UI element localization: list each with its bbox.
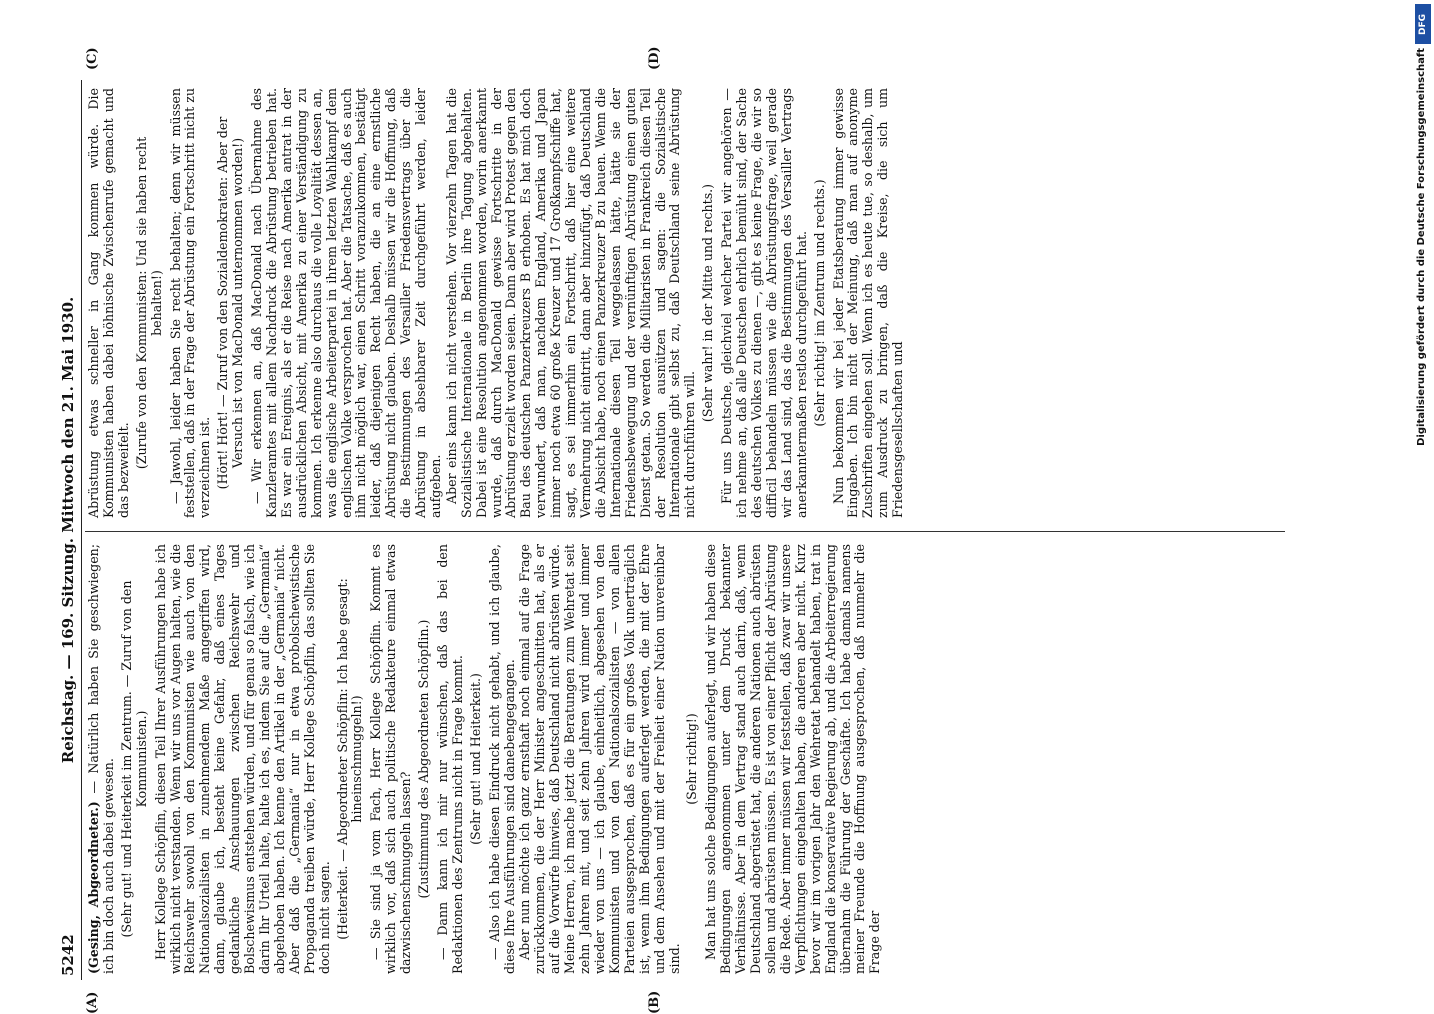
paragraph-text: — Dann kann ich mir nur wünschen, daß das bei den Redaktionen des Zentrums nicht in Frage kommt. [434, 544, 465, 974]
paragraph-text: Abrüstung etwas schneller in Gang kommen würde. Die Kommunisten haben dabei höhnische Zwischenrufe gemacht und das bezweifelt. [86, 88, 131, 518]
interjection: (Heiterkeit. — Abgeordneter Schöpflin: Ich habe gesagt: hineinschmuggeln!) [334, 578, 365, 940]
interjection: (Zurufe von den Kommunisten: Und sie haben recht behalten!) [133, 136, 164, 470]
paragraph-text: — Also ich habe diesen Eindruck nicht gehabt, und ich glaube, diese Ihre Ausführungen sind danebengegangen. [486, 544, 517, 974]
paragraph-text: Herr Kollege Schöpflin, diesen Teil Ihrer Ausführungen habe ich wirklich nicht verstanden. Wenn wir uns vor Augen halten, wie die Reichswehr sowohl von den Kommunisten wie auch von den Nationalsozialisten in zunehmendem Maße angegriffen wird, dann, glaube ich, besteht keine Gefahr, daß eines Tages gedankliche Anschauungen zwischen Reichswehr und Bolschewismus entstehen würden, und für genau so falsch, wie ich darin Ihr Urteil halte, halte ich es, indem Sie auf die „Germania“ abgehoben haben. Ich kenne den Artikel in der „Germania“ nicht. Aber daß die „Germania“ nur in etwa probolschewistische Propaganda treiben würde, Herr Kollege Schöpflin, das sollten Sie doch nicht sagen. [152, 544, 332, 974]
page-title: Reichstag. — 169. Sitzung. Mittwoch den 21. Mai 1930. [59, 296, 77, 764]
margin-mark-a: (A) [85, 991, 100, 1014]
digitization-credit: Digitalisierung gefördert durch die Deutsche Forschungsgemeinschaft [1416, 48, 1427, 446]
left-column [87, 544, 884, 974]
page-header [55, 80, 82, 980]
paragraph-text: — Wir erkennen an, daß MacDonald nach Übernahme des Kanzleramtes mit allem Nachdruck die Abrüstung betrieben hat. Es war ein Ereignis, als er die Reise nach Amerika antrat in der ausdrücklichen Absicht, mit Amerika zu einer Verständigung zu kommen. Ich erkenne also durchaus die volle Loyalität dessen an, was die englische Arbeiterpartei in ihrem letzten Wahlkampf dem englischen Volke versprochen hat. Aber die Tatsache, daß es auch ihm nicht möglich war, einen Schritt voranzukommen, bestätigt leider, daß diejenigen Recht haben, die an eine ernstliche Abrüstung nicht glauben. Deshalb müssen wir die Hoffnung, daß die Bestimmungen des Versailler Friedensvertrags über die Abrüstung in absehbarer Zeit durchgeführt werden, leider aufgeben. [249, 88, 443, 518]
paragraph-text: Aber nun möchte ich ganz ernsthaft noch einmal auf die Frage zurückkommen, die der Herr Minister angeschnitten hat, als er auf die Vorwürfe hinwies, daß Deutschland nicht abrüsten würde. Meine Herren, ich mache jetzt die Beratungen zum Wehretat seit zehn Jahren mit, und seit zehn Jahren wird immer und immer wieder von uns — ich glaube, einheitlich, abgesehen von den Kommunisten und von den Nationalsozialisten — von allen Parteien ausgesprochen, daß es für ein großes Volk unerträglich ist, wenn ihm Bedingungen auferlegt werden, die mit der Ehre und dem Ansehen und mit der Freiheit einer Nation unvereinbar sind. [517, 544, 682, 974]
paragraph-text: — Sie sind ja vom Fach, Herr Kollege Schöpflin. Kommt es wirklich vor, daß sich auch politische Redakteure einmal etwas dazwischenschmuggeln lassen? [368, 544, 414, 974]
speaker-label: (Gesing, Abgeordneter.) [86, 793, 101, 974]
column-divider [85, 531, 1285, 532]
paragraph [518, 544, 682, 974]
paragraph-text: Aber eins kann ich nicht verstehen. Vor vierzehn Tagen hat die Sozialistische Internationale in Berlin ihre Tagung abgehalten. Dabei ist eine Resolution angenommen worden, worin anerkannt wurde, daß durch MacDonald gewisse Fortschritte in der Abrüstung erzielt worden seien. Dann aber wird Protest gegen den Bau des deutschen Panzerkreuzers B erhoben. Es hat mich doch verwundert, daß man, nachdem England, Amerika und Japan immer noch etwa 60 große Kreuzer und 17 Großkampfschiffe hat, sagt, es sei immerhin ein Fortschritt, daß hier eine weitere Vermehrung nicht eintritt, dann aber hinzufügt, daß Deutschland die Absicht habe, noch einen Panzerkreuzer B zu bauen. Wenn die Internationale diesen Teil weggelassen hätte, hätte sie der Friedensbewegung und der vernünftigen Abrüstung einen guten Dienst getan. So werden die Militaristen in Frankreich diesen Teil der Resolution ausnützen und sagen: die Sozialistische Internationale gibt selbst zu, daß Deutschland seine Abrüstung nicht durchführen will. [443, 88, 698, 518]
interjection: (Sehr wahr! in der Mitte und rechts.) [700, 183, 716, 423]
margin-mark-b: (B) [647, 990, 662, 1014]
dfg-logo: DFG [1415, 4, 1431, 44]
rotated-page [55, 46, 1295, 1014]
paragraph-text: Für uns Deutsche, gleichviel welcher Partei wir angehören — ich nehme an, daß alle Deutschen ehrlich bemüht sind, der Sache des deutschen Volkes zu dienen —, gibt es keine Frage, die wir so difficil behandeln müssen wie die Abrüstungsfrage, weil gerade wir das Land sind, das die Bestimmungen des Versailler Vertrags anerkanntermaßen restlos durchgeführt hat. [719, 88, 809, 518]
paragraph [169, 88, 214, 518]
interjection: (Sehr richtig! im Zentrum und rechts.) [811, 179, 827, 427]
paragraph-text: — Natürlich haben Sie geschwiegen; ich bin doch auch dabei gewesen. [86, 543, 116, 974]
page-number: 5242 [59, 934, 77, 976]
paragraph [704, 544, 883, 974]
paragraph [87, 88, 132, 518]
interjection: (Sehr richtig!) [684, 713, 700, 805]
paragraph-text: Nun bekommen wir bei jeder Etatsberatung immer gewisse Eingaben. Ich bin nicht der Meinung, daß man auf anonyme Zuschriften eingehen soll. Wenn ich es heute tue, so deshalb, um zum Ausdruck zu bringen, daß die Kreise, die sich um Friedensgesellschaften und [830, 88, 906, 518]
interjection: (Zustimmung des Abgeordneten Schöpflin.) [416, 619, 432, 899]
interjection: (Sehr gut! und Heiterkeit.) [467, 673, 483, 845]
interjection: (Sehr gut! und Heiterkeit im Zentrum. — Zuruf von den Kommunisten.) [118, 580, 149, 938]
paragraph [250, 88, 444, 518]
paragraph [832, 88, 907, 518]
paragraph [445, 88, 698, 518]
paragraph-text: — Jawohl, leider haben Sie recht behalten; denn wir müssen feststellen, daß in der Frage der Abrüstung ein Fortschritt nicht zu verzeichnen ist. [167, 88, 213, 518]
paragraph [720, 88, 809, 518]
paragraph [369, 544, 414, 974]
margin-mark-c: (C) [85, 47, 100, 70]
right-column [87, 88, 907, 518]
margin-mark-d: (D) [647, 46, 662, 70]
digitization-sidebar [1412, 0, 1434, 1000]
paragraph-text: Man hat uns solche Bedingungen auferlegt, und wir haben diese Bedingungen angenommen unter dem Druck bekannter Verhältnisse. Aber in dem Vertrag stand auch darin, daß, wenn Deutschland abgerüstet hat, die anderen Nationen auch abrüsten sollen und abrüsten müssen. Es ist von einer Pflicht der Abrüstung die Rede. Aber immer müssen wir feststellen, daß zwar wir unsere Verpflichtungen eingehalten haben, die anderen aber nicht. Kurz bevor wir im vorigen Jahr den Wehretat behandelt haben, trat in England die konservative Regierung ab, und die Arbeiterregierung übernahm die Führung der Geschäfte. Ich habe damals namens meiner Freunde die Hoffnung ausgesprochen, daß nunmehr die Frage der [703, 544, 883, 974]
paragraph [87, 544, 117, 974]
paragraph [488, 544, 518, 974]
interjection: (Hört! Hört! — Zuruf von den Sozialdemokraten: Aber der Versuch ist von MacDonald unternommen worden!) [215, 116, 246, 490]
paragraph [436, 544, 466, 974]
paragraph [154, 544, 333, 974]
